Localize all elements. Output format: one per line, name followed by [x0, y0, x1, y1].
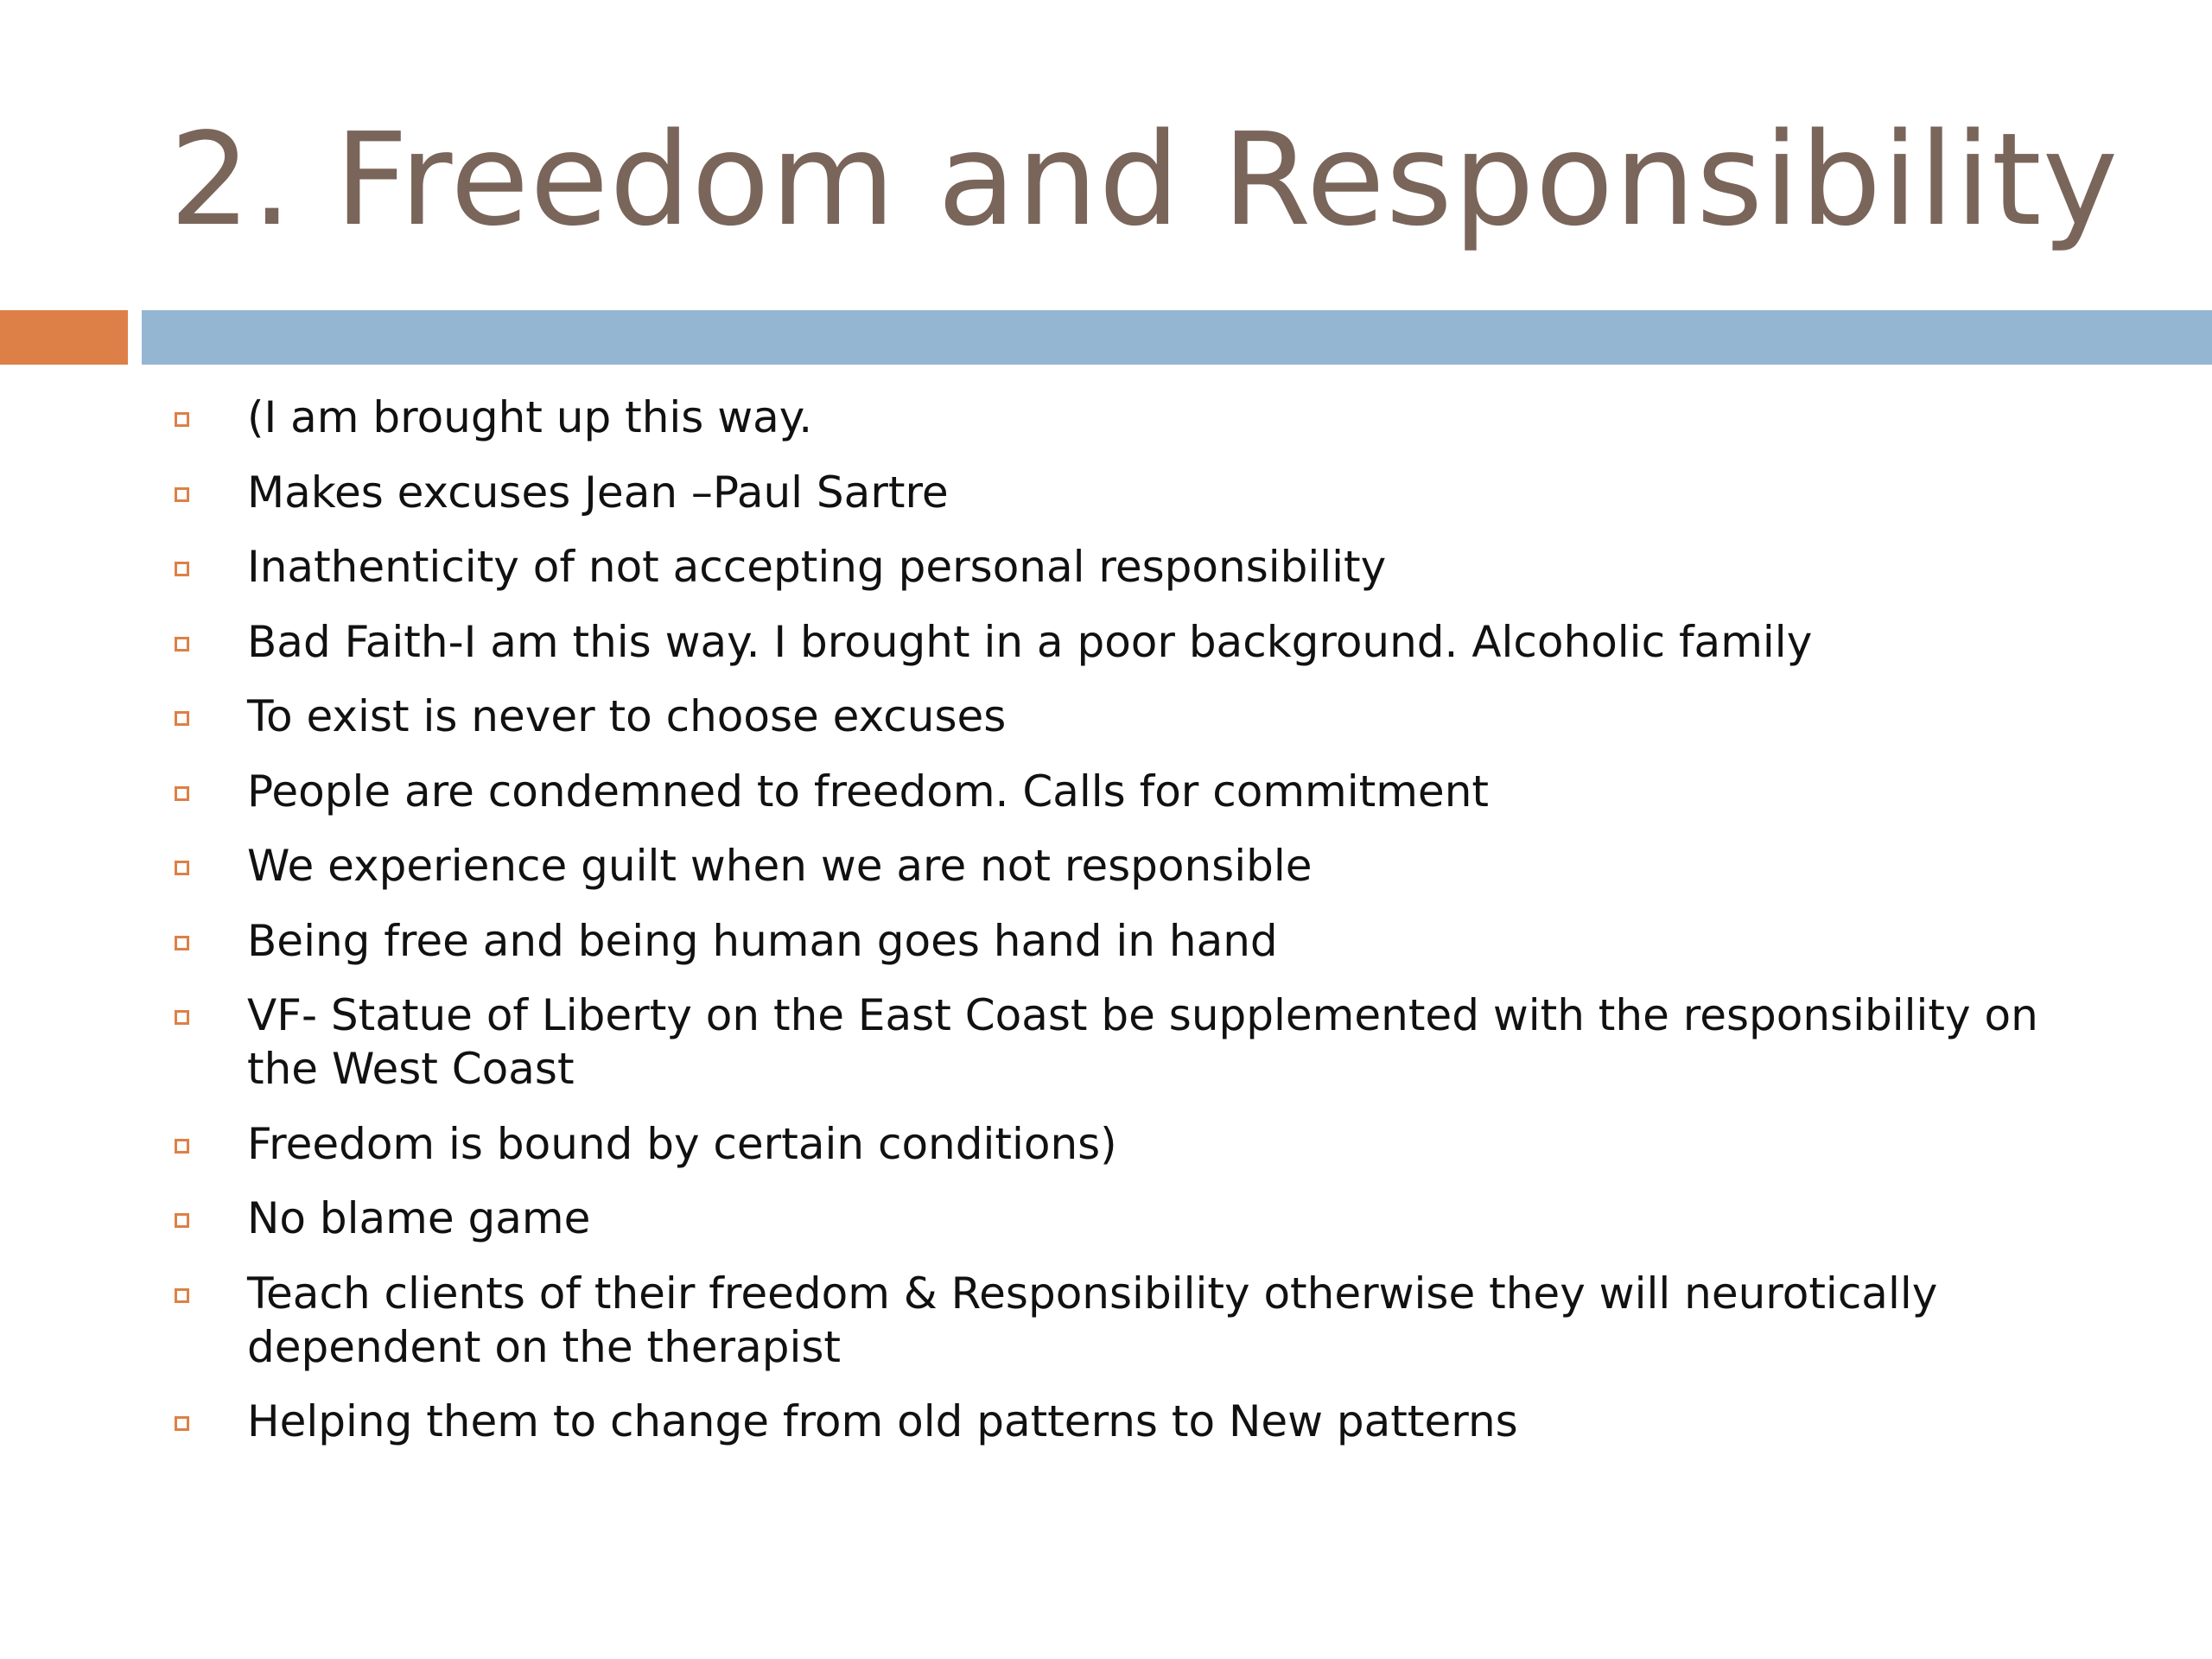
list-item [169, 1267, 2070, 1374]
bullet-text: Helping them to change from old patterns to New patterns [247, 1396, 1518, 1446]
bullet-text: Bad Faith-I am this way. I brought in a poor background. Alcoholic family [247, 616, 1813, 667]
accent-bar-blue [142, 310, 2212, 365]
list-item [169, 914, 2070, 968]
list-item [169, 540, 2070, 594]
hollow-square-bullet-icon [175, 1288, 189, 1303]
list-item [169, 1192, 2070, 1245]
list-item [169, 466, 2070, 519]
list-item [169, 988, 2070, 1096]
hollow-square-bullet-icon [175, 412, 189, 427]
hollow-square-bullet-icon [175, 637, 189, 652]
list-item [169, 1395, 2070, 1448]
list-item [169, 391, 2070, 444]
slide-title: 2. Freedom and Responsibility [169, 105, 2120, 254]
bullet-list [169, 391, 2070, 1470]
bullet-text: No blame game [247, 1193, 591, 1243]
accent-bar-orange [0, 310, 128, 365]
list-item [169, 690, 2070, 743]
hollow-square-bullet-icon [175, 1010, 189, 1025]
hollow-square-bullet-icon [175, 562, 189, 576]
hollow-square-bullet-icon [175, 786, 189, 801]
hollow-square-bullet-icon [175, 936, 189, 950]
hollow-square-bullet-icon [175, 711, 189, 726]
bullet-text: Freedom is bound by certain conditions) [247, 1118, 1117, 1169]
bullet-text: VF- Statue of Liberty on the East Coast be supplemented with the responsibility on the West Coast [247, 990, 2038, 1094]
bullet-text: Teach clients of their freedom & Responsibility otherwise they will neurotically dependent on the therapist [247, 1268, 1938, 1372]
hollow-square-bullet-icon [175, 1416, 189, 1431]
bullet-text: Makes excuses Jean –Paul Sartre [247, 467, 949, 518]
list-item [169, 765, 2070, 818]
hollow-square-bullet-icon [175, 1139, 189, 1154]
hollow-square-bullet-icon [175, 861, 189, 875]
hollow-square-bullet-icon [175, 487, 189, 502]
list-item [169, 1117, 2070, 1171]
list-item [169, 839, 2070, 893]
bullet-text: Being free and being human goes hand in hand [247, 915, 1278, 966]
hollow-square-bullet-icon [175, 1213, 189, 1228]
list-item [169, 615, 2070, 669]
bullet-text: To exist is never to choose excuses [247, 691, 1007, 741]
bullet-text: We experience guilt when we are not responsible [247, 841, 1313, 891]
bullet-text: (I am brought up this way. [247, 392, 813, 442]
bullet-text: Inathenticity of not accepting personal responsibility [247, 542, 1387, 592]
bullet-text: People are condemned to freedom. Calls for commitment [247, 766, 1489, 817]
